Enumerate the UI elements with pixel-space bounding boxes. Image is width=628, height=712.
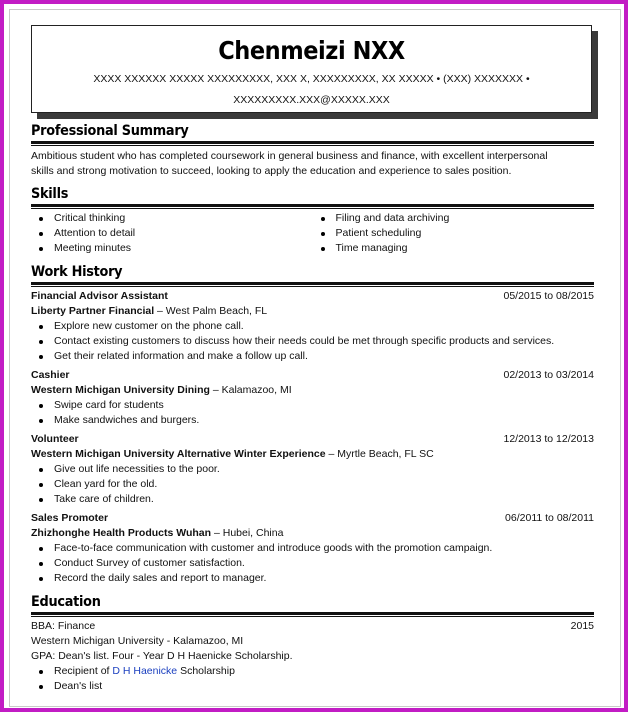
skill-item: Critical thinking — [31, 211, 313, 226]
job-bullets — [31, 541, 594, 586]
graduation-year: 2015 — [570, 620, 594, 632]
job-bullet: Get their related information and make a follow up call. — [31, 349, 594, 364]
job-entry — [31, 289, 594, 364]
resume-header — [31, 25, 592, 113]
skills-section — [31, 185, 594, 256]
job-title: Volunteer — [31, 433, 79, 445]
job-list — [31, 289, 594, 586]
section-rule-thin — [31, 616, 594, 617]
job-entry — [31, 432, 594, 507]
company-name: Western Michigan University Alternative Winter Experience — [31, 448, 326, 460]
job-bullet: Record the daily sales and report to manager. — [31, 571, 594, 586]
job-title: Sales Promoter — [31, 512, 109, 524]
company-location: – Kalamazoo, MI — [209, 384, 292, 396]
summary-line: skills and strong motivation to succeed, looking to apply the education and experience to sales position. — [31, 165, 512, 177]
section-rule — [31, 204, 594, 207]
job-bullet: Make sandwiches and burgers. — [31, 413, 594, 428]
skill-item: Patient scheduling — [313, 226, 595, 241]
contact-info — [32, 69, 591, 111]
work-history-section — [31, 263, 594, 586]
section-rule — [31, 141, 594, 144]
job-bullet: Conduct Survey of customer satisfaction. — [31, 556, 594, 571]
section-title: Education — [31, 594, 101, 610]
summary-text — [31, 149, 594, 179]
job-bullet: Clean yard for the old. — [31, 477, 594, 492]
section-rule — [31, 282, 594, 285]
job-bullet: Face-to-face communication with customer and introduce goods with the promotion campaign. — [31, 541, 594, 556]
skill-item: Time managing — [313, 241, 595, 256]
company-name: Liberty Partner Financial — [31, 305, 155, 317]
job-bullet: Swipe card for students — [31, 398, 594, 413]
job-title: Cashier — [31, 369, 70, 381]
contact-line-1: XXXX XXXXXX XXXXX XXXXXXXXX, XXX X, XXXXXXXXX, XX XXXXX • (XXX) XXXXXXX • — [93, 73, 530, 85]
section-title: Work History — [31, 264, 123, 280]
job-entry — [31, 511, 594, 586]
section-rule-thin — [31, 208, 594, 209]
skills-column-left — [31, 211, 313, 256]
contact-email: XXXXXXXXX.XXX@XXXXX.XXX — [233, 94, 390, 106]
degree: BBA: Finance — [31, 620, 96, 632]
education-bullet — [31, 664, 594, 679]
recipient-prefix: Recipient of — [54, 665, 113, 677]
skills-column-right — [313, 211, 595, 256]
section-rule-thin — [31, 286, 594, 287]
job-title: Financial Advisor Assistant — [31, 290, 168, 302]
job-dates: 02/2013 to 03/2014 — [503, 369, 594, 381]
job-bullet: Explore new customer on the phone call. — [31, 319, 594, 334]
job-dates: 06/2011 to 08/2011 — [505, 512, 594, 524]
job-bullets — [31, 462, 594, 507]
company-location: – West Palm Beach, FL — [154, 305, 268, 317]
job-bullets — [31, 319, 594, 364]
recipient-suffix: Scholarship — [177, 665, 235, 677]
education-bullet: Dean's list — [31, 679, 594, 694]
section-title: Professional Summary — [31, 123, 189, 139]
skill-item: Attention to detail — [31, 226, 313, 241]
gpa-line: GPA: Dean's list. Four - Year D H Haenicke Scholarship. — [31, 650, 293, 662]
section-rule-thin — [31, 145, 594, 146]
skill-item: Meeting minutes — [31, 241, 313, 256]
job-bullet: Give out life necessities to the poor. — [31, 462, 594, 477]
job-bullets — [31, 398, 594, 428]
job-dates: 12/2013 to 12/2013 — [503, 433, 594, 445]
skills-list — [31, 211, 594, 256]
company-location: – Hubei, China — [211, 527, 284, 539]
section-rule — [31, 612, 594, 615]
education-entry — [31, 619, 594, 694]
job-entry — [31, 368, 594, 428]
job-bullet: Contact existing customers to discuss how their needs could be met through specific products and services. — [31, 334, 594, 349]
section-title: Skills — [31, 186, 69, 202]
professional-summary-section — [31, 122, 594, 179]
school-name: Western Michigan University - Kalamazoo, MI — [31, 635, 244, 647]
candidate-name: Chenmeizi NXX — [218, 36, 405, 65]
company-location: – Myrtle Beach, FL SC — [325, 448, 434, 460]
education-bullets — [31, 664, 594, 694]
job-dates: 05/2015 to 08/2015 — [503, 290, 594, 302]
company-name: Western Michigan University Dining — [31, 384, 210, 396]
scholarship-link[interactable]: D H Haenicke — [112, 665, 178, 677]
education-section — [31, 593, 594, 694]
job-bullet: Take care of children. — [31, 492, 594, 507]
company-name: Zhizhonghe Health Products Wuhan — [31, 527, 212, 539]
skill-item: Filing and data archiving — [313, 211, 595, 226]
summary-line: Ambitious student who has completed coursework in general business and finance, with excellent interpersonal — [31, 150, 548, 162]
